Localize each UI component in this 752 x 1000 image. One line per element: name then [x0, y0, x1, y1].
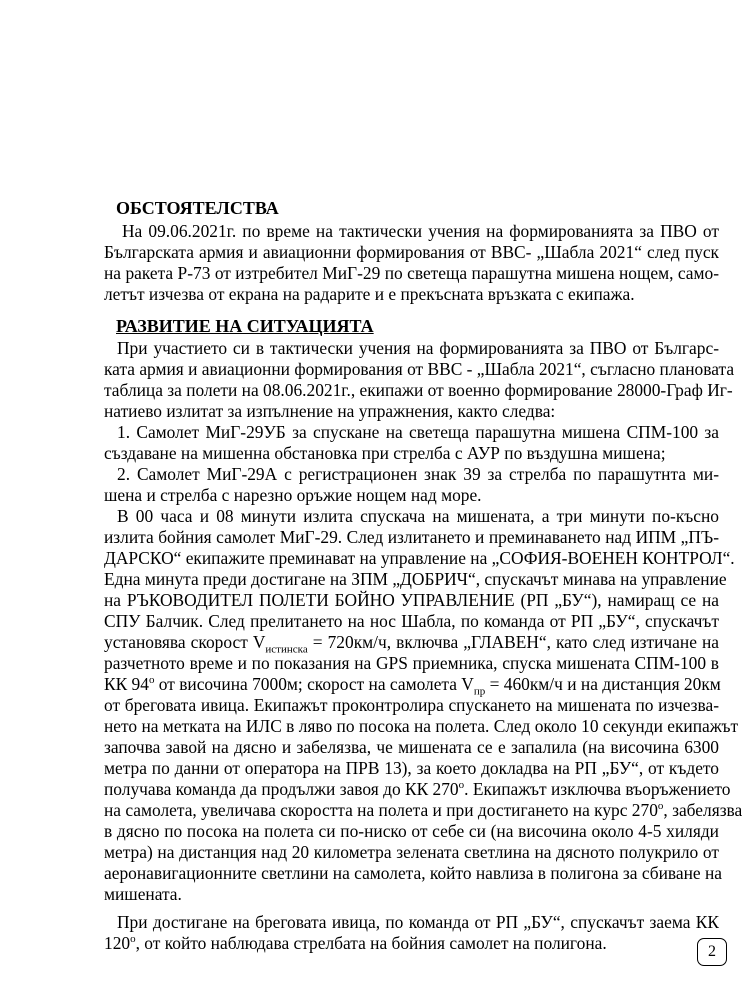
kk270-text-after: . Екипажът изключва въоръжението — [464, 779, 731, 799]
paragraph-line: СПУ Балчик. След прелитането на нос Шабла, по команда от РП „БУ“, спускачът — [104, 611, 719, 631]
list-item-line: 2. Самолет МиГ-29А с регистрационен знак 39 за стрелба по парашутнта ми- — [117, 464, 719, 484]
kk270-text-before: получава команда да продължи завоя до КК 270 — [104, 779, 459, 799]
course270-text-before: на самолета, увеличава скоростта на полета и при достигането на курс 270 — [104, 800, 658, 820]
paragraph-line: излита бойния самолет МиГ-29. След излитането и преминаването над ИПМ „ПЪ- — [104, 527, 719, 547]
course-text-after: = 460км/ч и на дистанция 20км — [485, 674, 721, 694]
paragraph-line-course270 — [104, 799, 743, 821]
paragraph-line: Българската армия и авиационни формирования от ВВС- „Шабла 2021“ след пуск — [104, 242, 719, 262]
paragraph-line-course — [104, 673, 721, 698]
paragraph-line: в дясно по посока на полета си по-ниско от себе си (на височина около 4-5 хиляди — [104, 821, 719, 841]
speed-text-after: = 720км/ч, включва „ГЛАВЕН“, като след изтичане на — [307, 632, 719, 652]
paragraph-line: натиево излитат за изпълнение на упражнения, както следва: — [104, 401, 556, 421]
paragraph-line: мишената. — [104, 884, 182, 904]
course-text-before: КК 94 — [104, 674, 149, 694]
course-text-middle: от височина 7000м; скорост на самолета V — [154, 674, 474, 694]
paragraph-line: от бреговата ивица. Екипажът проконтролира спускането на мишената по изчезва- — [104, 695, 719, 715]
degree-mark: о — [458, 779, 465, 792]
course270-text-after: , забелязва — [663, 800, 743, 820]
kk120-text-before: 120 — [104, 933, 131, 953]
paragraph-line: аеронавигационните светлини на самолета, който навлиза в полигона за сбиване на — [104, 863, 723, 883]
paragraph-line: на РЪКОВОДИТЕЛ ПОЛЕТИ БОЙНО УПРАВЛЕНИЕ (РП „БУ“), намиращ се на — [104, 590, 719, 610]
paragraph-line: Ha 09.06.2021г. по време на тактически учения на формированията за ПВО от — [122, 221, 719, 241]
paragraph-line: ДАРСКО“ екипажите преминават на управление на „СОФИЯ-ВОЕНЕН КОНТРОЛ“. — [104, 548, 735, 568]
paragraph-line: нето на метката на ИЛС в ляво по посока на полета. След около 10 секунди екипажът — [104, 716, 739, 736]
paragraph-line: В 00 часа и 08 минути излита спускача на мишената, а три минути по-късно — [117, 506, 719, 526]
paragraph-line: таблица за полети на 08.06.2021г., екипажи от военно формирование 28000-Граф Иг- — [104, 380, 733, 400]
degree-mark: о — [130, 933, 136, 946]
paragraph-line: на ракета Р-73 от изтребител МиГ-29 по светеща парашутна мишена нощем, само- — [104, 263, 719, 283]
page-number: 2 — [697, 938, 727, 966]
list-item-line: шена и стрелба с нарезно оръжие нощем над море. — [104, 485, 482, 505]
paragraph-line: При участието си в тактически учения на формированията за ПВО от Българс- — [117, 338, 719, 358]
paragraph-line: започва завой на дясно и забелязва, че мишената се е запалила (на височина 6300 — [104, 737, 719, 757]
paragraph-line-kk270 — [104, 778, 731, 800]
course-subscript: пр — [473, 685, 486, 698]
degree-mark: о — [148, 674, 155, 687]
paragraph-line: летът изчезва от екрана на радарите и е прекъсната връзката с екипажа. — [104, 284, 635, 304]
speed-text-before: установява скорост V — [104, 632, 266, 652]
list-item-line: 1. Самолет МиГ-29УБ за спускане на светеща парашутна мишена СПМ-100 за — [117, 422, 719, 442]
list-item-line: създаване на мишенна обстановка при стрелба с АУР по въздушна мишена; — [104, 443, 666, 463]
paragraph-line: При достигане на бреговата ивица, по команда от РП „БУ“, спускачът заема КК — [117, 912, 719, 932]
section-heading-circumstances: ОБСТОЯТЕЛСТВА — [116, 198, 279, 218]
section-heading-development: РАЗВИТИЕ НА СИТУАЦИЯТА — [116, 316, 374, 336]
paragraph-line: метра) на дистанция над 20 километра зелената светлина на дясното полукрило от — [104, 842, 719, 862]
paragraph-line-speed — [104, 631, 719, 656]
kk120-text-after: , от който наблюдава стрелбата на бойния самолет на полигона. — [135, 933, 607, 953]
paragraph-line: разчетното време и по показания на GPS приемника, спуска мишената СПМ-100 в — [104, 653, 719, 673]
degree-mark: о — [657, 800, 664, 813]
paragraph-line: метра по данни от оператора на ПРВ 13), за което докладва на РП „БУ“, от където — [104, 758, 719, 778]
paragraph-line: ката армия и авиационни формирования от ВВС - „Шабла 2021“, съгласно плановата — [104, 359, 735, 379]
paragraph-line-kk120 — [104, 932, 719, 954]
paragraph-line: Една минута преди достигане на ЗПМ „ДОБРИЧ“, спускачът минава на управление — [104, 569, 727, 589]
speed-subscript: истинска — [265, 643, 308, 656]
